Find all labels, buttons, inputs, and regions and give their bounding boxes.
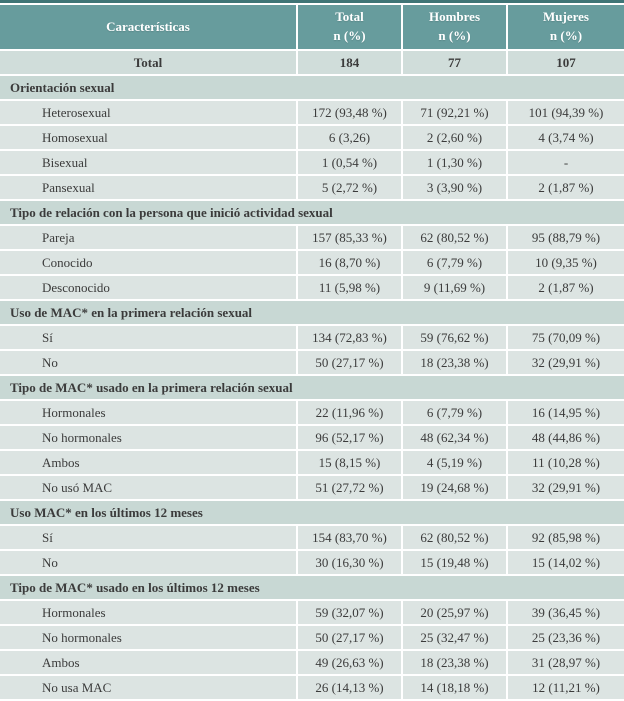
column-header-total bbox=[298, 5, 401, 49]
cell-hombres-value: 1 (1,30 %) bbox=[403, 151, 506, 174]
row-label: Pareja bbox=[0, 226, 296, 249]
cell-mujeres-value: 16 (14,95 %) bbox=[508, 401, 624, 424]
table-row bbox=[0, 551, 624, 574]
table-row bbox=[0, 326, 624, 349]
cell-total-value: 59 (32,07 %) bbox=[298, 601, 401, 624]
row-label: No usa MAC bbox=[0, 676, 296, 699]
cell-hombres-value: 48 (62,34 %) bbox=[403, 426, 506, 449]
cell-hombres-value: 25 (32,47 %) bbox=[403, 626, 506, 649]
section-title: Tipo de relación con la persona que inició actividad sexual bbox=[0, 201, 624, 224]
table-row bbox=[0, 601, 624, 624]
cell-total-value: 11 (5,98 %) bbox=[298, 276, 401, 299]
table-row bbox=[0, 426, 624, 449]
table-row bbox=[0, 451, 624, 474]
row-label: Sí bbox=[0, 326, 296, 349]
cell-mujeres-value: 39 (36,45 %) bbox=[508, 601, 624, 624]
section-header-row bbox=[0, 376, 624, 399]
row-label: Pansexual bbox=[0, 176, 296, 199]
row-label: Conocido bbox=[0, 251, 296, 274]
row-label: Heterosexual bbox=[0, 101, 296, 124]
section-header-row bbox=[0, 201, 624, 224]
section-header-row bbox=[0, 501, 624, 524]
cell-hombres-value: 18 (23,38 %) bbox=[403, 351, 506, 374]
row-label: Ambos bbox=[0, 451, 296, 474]
column-header-mujeres-title: Mujeres bbox=[543, 9, 589, 25]
cell-mujeres-value: 32 (29,91 %) bbox=[508, 351, 624, 374]
cell-total-value: 15 (8,15 %) bbox=[298, 451, 401, 474]
section-title: Uso MAC* en los últimos 12 meses bbox=[0, 501, 624, 524]
column-header-hombres-title: Hombres bbox=[428, 9, 481, 25]
row-label: Ambos bbox=[0, 651, 296, 674]
row-label: No usó MAC bbox=[0, 476, 296, 499]
table-row bbox=[0, 176, 624, 199]
cell-mujeres-value: 31 (28,97 %) bbox=[508, 651, 624, 674]
cell-mujeres-value: 25 (23,36 %) bbox=[508, 626, 624, 649]
cell-mujeres-value: 95 (88,79 %) bbox=[508, 226, 624, 249]
row-label: No hormonales bbox=[0, 626, 296, 649]
table-row bbox=[0, 351, 624, 374]
table-row bbox=[0, 676, 624, 699]
cell-total-value: 50 (27,17 %) bbox=[298, 351, 401, 374]
cell-total-value: 51 (27,72 %) bbox=[298, 476, 401, 499]
cell-hombres-value: 15 (19,48 %) bbox=[403, 551, 506, 574]
section-header-row bbox=[0, 76, 624, 99]
table-row bbox=[0, 626, 624, 649]
row-label: Homosexual bbox=[0, 126, 296, 149]
column-header-hombres bbox=[403, 5, 506, 49]
section-title: Uso de MAC* en la primera relación sexual bbox=[0, 301, 624, 324]
total-row-mujeres-value: 107 bbox=[508, 51, 624, 74]
table-row bbox=[0, 401, 624, 424]
cell-hombres-value: 59 (76,62 %) bbox=[403, 326, 506, 349]
cell-mujeres-value: 12 (11,21 %) bbox=[508, 676, 624, 699]
table-row bbox=[0, 526, 624, 549]
row-label: Sí bbox=[0, 526, 296, 549]
total-row bbox=[0, 51, 624, 74]
cell-hombres-value: 71 (92,21 %) bbox=[403, 101, 506, 124]
cell-total-value: 6 (3,26) bbox=[298, 126, 401, 149]
cell-mujeres-value: 15 (14,02 %) bbox=[508, 551, 624, 574]
total-row-hombres-value: 77 bbox=[403, 51, 506, 74]
cell-mujeres-value: 10 (9,35 %) bbox=[508, 251, 624, 274]
cell-hombres-value: 6 (7,79 %) bbox=[403, 251, 506, 274]
cell-total-value: 49 (26,63 %) bbox=[298, 651, 401, 674]
row-label: No bbox=[0, 551, 296, 574]
cell-mujeres-value: 11 (10,28 %) bbox=[508, 451, 624, 474]
table-row bbox=[0, 151, 624, 174]
cell-total-value: 154 (83,70 %) bbox=[298, 526, 401, 549]
cell-total-value: 134 (72,83 %) bbox=[298, 326, 401, 349]
section-title: Orientación sexual bbox=[0, 76, 624, 99]
cell-total-value: 26 (14,13 %) bbox=[298, 676, 401, 699]
cell-hombres-value: 20 (25,97 %) bbox=[403, 601, 506, 624]
table-row bbox=[0, 251, 624, 274]
table-row bbox=[0, 476, 624, 499]
row-label: Hormonales bbox=[0, 601, 296, 624]
total-row-label: Total bbox=[0, 51, 296, 74]
cell-hombres-value: 9 (11,69 %) bbox=[403, 276, 506, 299]
cell-mujeres-value: 32 (29,91 %) bbox=[508, 476, 624, 499]
row-label: Bisexual bbox=[0, 151, 296, 174]
cell-total-value: 1 (0,54 %) bbox=[298, 151, 401, 174]
cell-mujeres-value: 48 (44,86 %) bbox=[508, 426, 624, 449]
cell-mujeres-value: 2 (1,87 %) bbox=[508, 276, 624, 299]
cell-hombres-value: 62 (80,52 %) bbox=[403, 526, 506, 549]
table-body bbox=[0, 51, 624, 699]
table-row bbox=[0, 126, 624, 149]
cell-hombres-value: 62 (80,52 %) bbox=[403, 226, 506, 249]
section-header-row bbox=[0, 576, 624, 599]
cell-mujeres-value: 2 (1,87 %) bbox=[508, 176, 624, 199]
cell-hombres-value: 6 (7,79 %) bbox=[403, 401, 506, 424]
cell-mujeres-value: - bbox=[508, 151, 624, 174]
column-header-caracteristicas: Características bbox=[0, 5, 296, 49]
table-row bbox=[0, 276, 624, 299]
table-header-row bbox=[0, 5, 624, 49]
cell-mujeres-value: 4 (3,74 %) bbox=[508, 126, 624, 149]
cell-hombres-value: 4 (5,19 %) bbox=[403, 451, 506, 474]
section-header-row bbox=[0, 301, 624, 324]
cell-mujeres-value: 92 (85,98 %) bbox=[508, 526, 624, 549]
column-header-mujeres bbox=[508, 5, 624, 49]
table-row bbox=[0, 651, 624, 674]
column-header-total-subline: n (%) bbox=[333, 28, 366, 43]
cell-total-value: 22 (11,96 %) bbox=[298, 401, 401, 424]
cell-total-value: 50 (27,17 %) bbox=[298, 626, 401, 649]
cell-mujeres-value: 75 (70,09 %) bbox=[508, 326, 624, 349]
table-row bbox=[0, 101, 624, 124]
column-header-hombres-subline: n (%) bbox=[438, 28, 471, 43]
cell-total-value: 157 (85,33 %) bbox=[298, 226, 401, 249]
section-title: Tipo de MAC* usado en la primera relación sexual bbox=[0, 376, 624, 399]
cell-hombres-value: 2 (2,60 %) bbox=[403, 126, 506, 149]
column-header-total-title: Total bbox=[335, 9, 364, 25]
cell-total-value: 16 (8,70 %) bbox=[298, 251, 401, 274]
cell-total-value: 5 (2,72 %) bbox=[298, 176, 401, 199]
cell-total-value: 30 (16,30 %) bbox=[298, 551, 401, 574]
section-title: Tipo de MAC* usado en los últimos 12 meses bbox=[0, 576, 624, 599]
row-label: No bbox=[0, 351, 296, 374]
row-label: Hormonales bbox=[0, 401, 296, 424]
cell-hombres-value: 14 (18,18 %) bbox=[403, 676, 506, 699]
table-row bbox=[0, 226, 624, 249]
cell-hombres-value: 18 (23,38 %) bbox=[403, 651, 506, 674]
cell-total-value: 172 (93,48 %) bbox=[298, 101, 401, 124]
row-label: No hormonales bbox=[0, 426, 296, 449]
cell-hombres-value: 3 (3,90 %) bbox=[403, 176, 506, 199]
cell-total-value: 96 (52,17 %) bbox=[298, 426, 401, 449]
total-row-total-value: 184 bbox=[298, 51, 401, 74]
cell-mujeres-value: 101 (94,39 %) bbox=[508, 101, 624, 124]
row-label: Desconocido bbox=[0, 276, 296, 299]
cell-hombres-value: 19 (24,68 %) bbox=[403, 476, 506, 499]
column-header-mujeres-subline: n (%) bbox=[549, 28, 583, 43]
